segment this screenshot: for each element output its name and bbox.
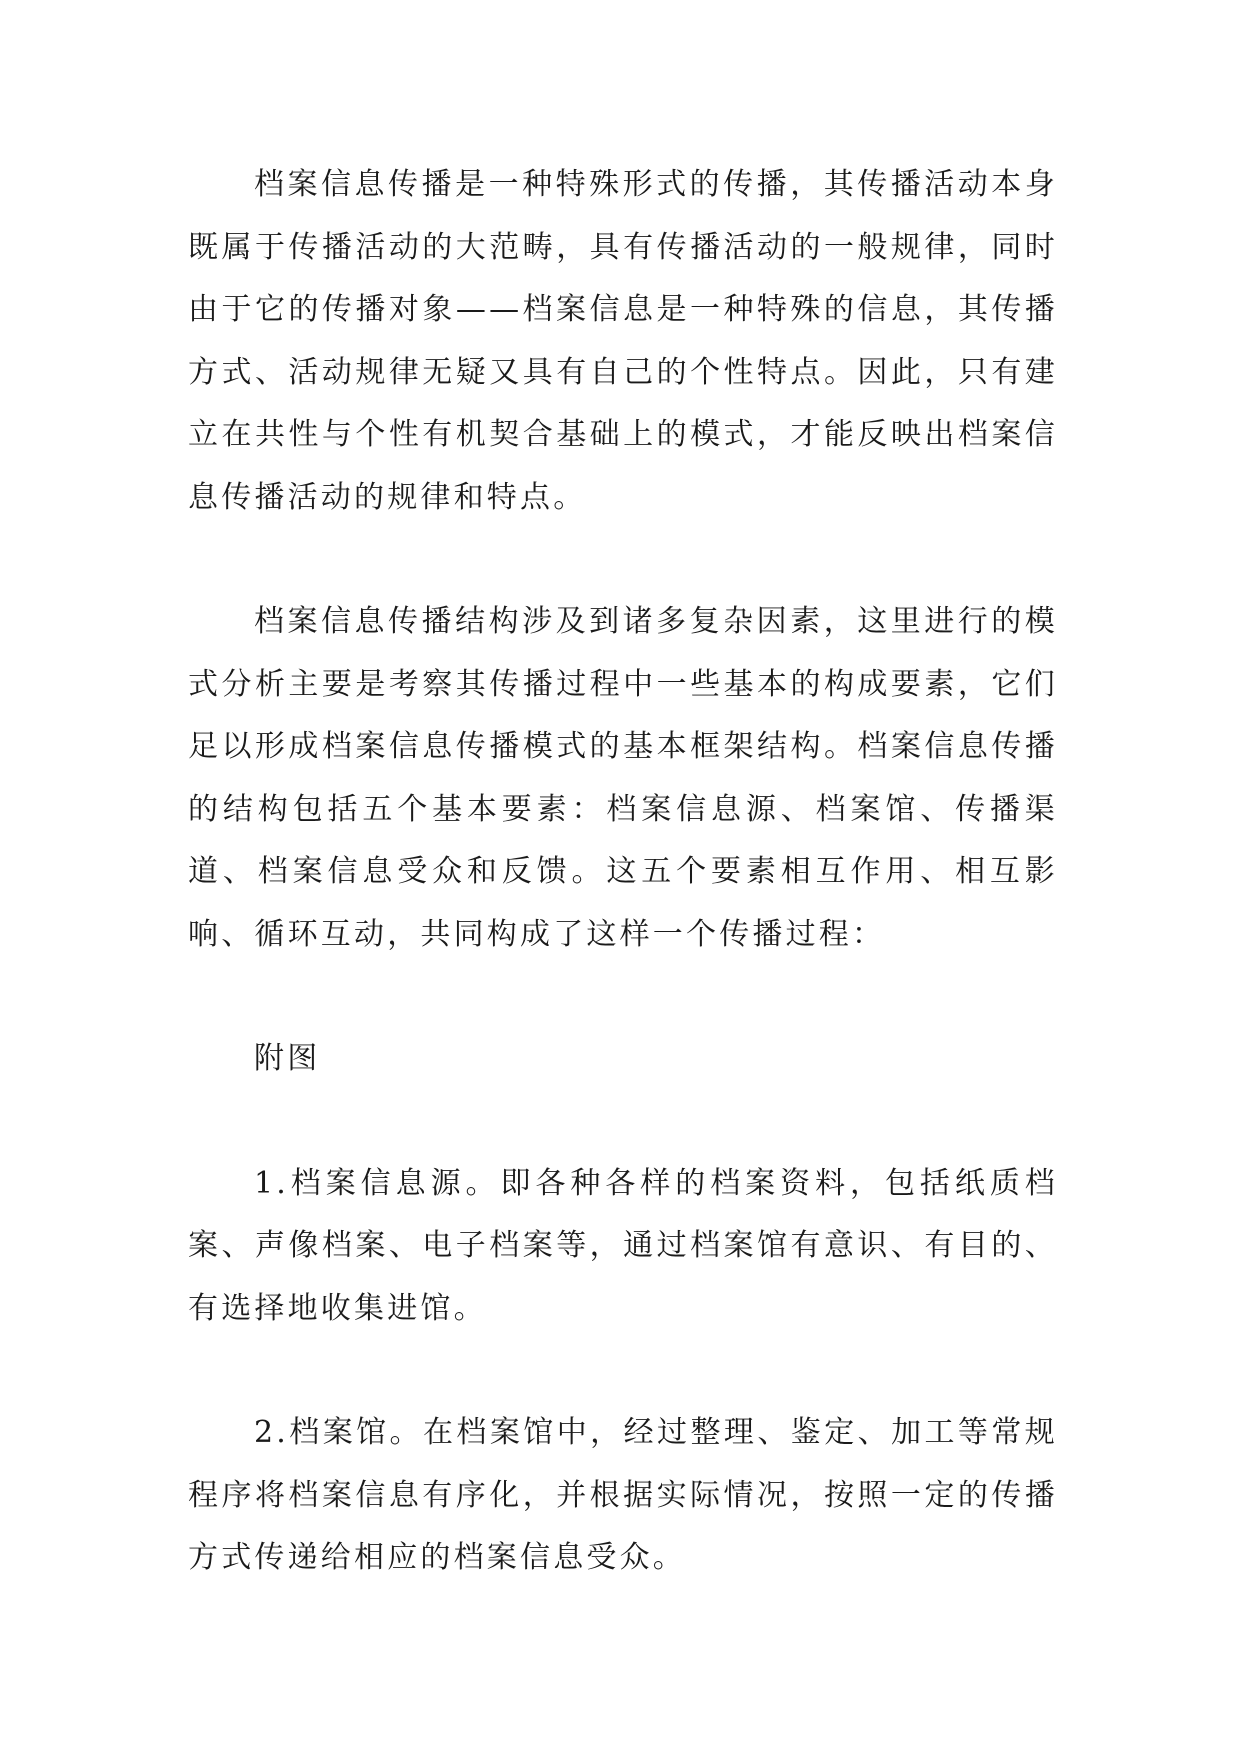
paragraph-structure-elements: 档案信息传播结构涉及到诸多复杂因素，这里进行的模式分析主要是考察其传播过程中一些基本的构成要素，它们足以形成档案信息传播模式的基本框架结构。档案信息传播的结构包括五个基本要素：档案信息源、档案馆、传播渠道、档案信息受众和反馈。这五个要素相互作用、相互影响、循环互动，共同构成了这样一个传播过程： <box>188 604 1058 952</box>
document-body <box>188 154 1058 1590</box>
list-item-archive: 2.档案馆。在档案馆中，经过整理、鉴定、加工等常规程序将档案信息有序化，并根据实际情况，按照一定的传播方式传递给相应的档案信息受众。 <box>188 1415 1058 1575</box>
paragraph-communication-intro: 档案信息传播是一种特殊形式的传播，其传播活动本身既属于传播活动的大范畴，具有传播活动的一般规律，同时由于它的传播对象——档案信息是一种特殊的信息，其传播方式、活动规律无疑又具有自己的个性特点。因此，只有建立在共性与个性有机契合基础上的模式，才能反映出档案信息传播活动的规律和特点。 <box>188 167 1058 515</box>
figure-label: 附图 <box>254 1041 321 1076</box>
list-item-information-source: 1.档案信息源。即各种各样的档案资料，包括纸质档案、声像档案、电子档案等，通过档案馆有意识、有目的、有选择地收集进馆。 <box>188 1165 1058 1326</box>
